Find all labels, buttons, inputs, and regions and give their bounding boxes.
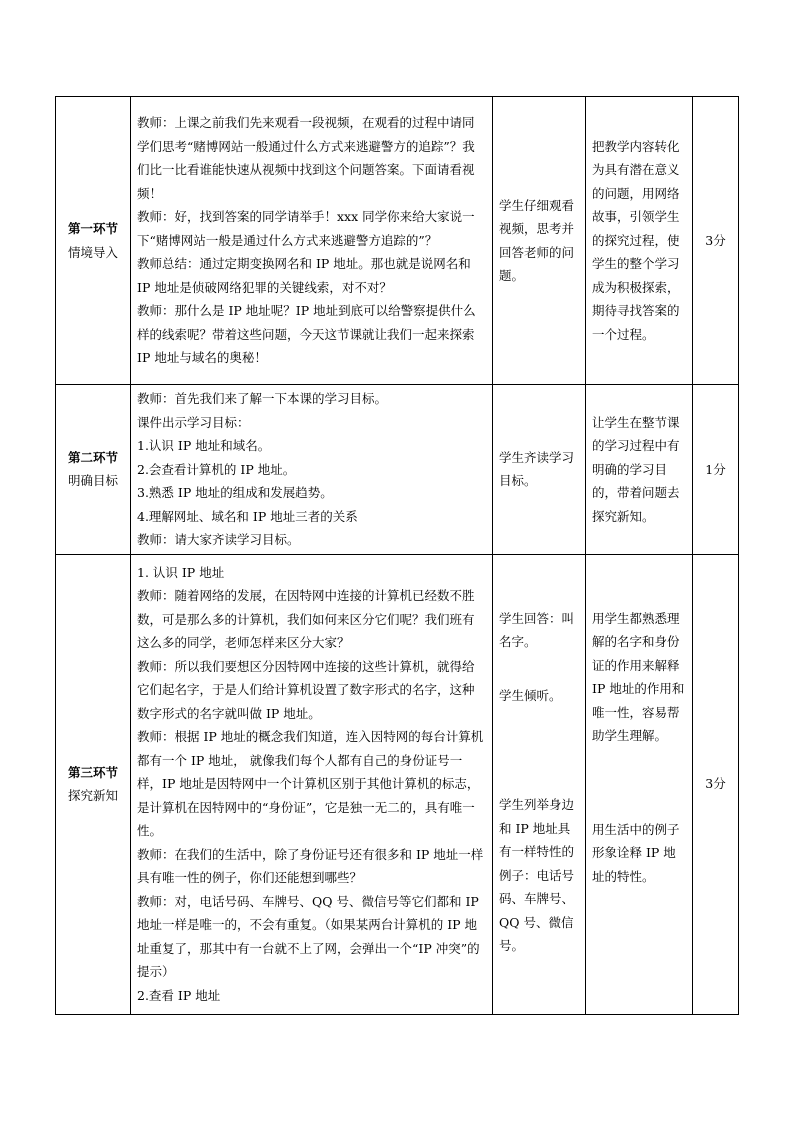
- content-paragraph: 教师总结：通过定期变换网名和 IP 地址。那也就是说网名和 IP 地址是侦破网络犯罪的关键线索，对不对？: [137, 256, 471, 295]
- content-paragraph: 2.查看 IP 地址: [137, 987, 221, 1003]
- table-row: [56, 554, 739, 1014]
- stage-title: 第一环节: [67, 221, 118, 236]
- content-paragraph: 课件出示学习目标：: [137, 414, 250, 430]
- stage-subtitle: 探究新知: [67, 788, 118, 803]
- student-part: 学生倾听。: [499, 687, 562, 703]
- stage-title: 第三环节: [67, 764, 118, 780]
- content-paragraph: 教师：请大家齐读学习目标。: [137, 532, 300, 547]
- teacher-content-cell: [131, 385, 493, 555]
- content-paragraph: 教师：首先我们来了解一下本课的学习目标。: [137, 391, 388, 406]
- student-activity-cell: [493, 554, 586, 1014]
- content-paragraph: 1. 认识 IP 地址: [137, 564, 225, 580]
- content-paragraph: 2.会查看计算机的 IP 地址。: [137, 461, 296, 477]
- content-paragraph: 教师：对，电话号码、车牌号、QQ 号、微信号等它们都和 IP 地址一样是唯一的，不会有重复。（如果某两台计算机的 IP 地址重复了，那其中有一台就不上了网，会弹出一个“IP 冲突”的提示）: [137, 893, 480, 980]
- design-intent-cell: 把教学内容转化为具有潜在意义的问题，用网络故事，引领学生的探究过程，使学生的整个学习成为积极探索，期待寻找答案的一个过程。: [586, 97, 693, 385]
- intent-part: 用学生都熟悉理解的名字和身份证的作用来解释 IP 地址的作用和唯一性，容易帮助学生理解。: [592, 610, 685, 743]
- stage-subtitle: 明确目标: [67, 473, 118, 489]
- design-intent-cell: 让学生在整节课的学习过程中有明确的学习目的，带着问题去探究新知。: [586, 385, 693, 555]
- content-paragraph: 4.理解网址、域名和 IP 地址三者的关系: [137, 508, 358, 524]
- time-cell: 3分: [693, 554, 739, 1014]
- content-paragraph: 教师：好，找到答案的同学请举手！xxx 同学你来给大家说一下“赌博网站一般是通过什么方式来逃避警方追踪的”？: [137, 209, 475, 248]
- table-row: [56, 385, 739, 555]
- content-paragraph: 教师：上课之前我们先来观看一段视频，在观看的过程中请同学们思考“赌博网站一般通过什么方式来逃避警方的追踪”？我们比一比看谁能快速从视频中找到这个问题答案。下面请看视频！: [137, 115, 475, 201]
- student-part: 学生回答：叫名字。: [499, 610, 575, 649]
- content-paragraph: 教师：在我们的生活中，除了身份证号还有很多和 IP 地址一样具有唯一性的例子，你们还能想到哪些？: [137, 846, 484, 886]
- content-paragraph: 教师：所以我们要想区分因特网中连接的这些计算机，就得给它们起名字，于是人们给计算机设置了数字形式的名字，这种数字形式的名字就叫做 IP 地址。: [137, 658, 475, 721]
- teacher-content-cell: [131, 97, 493, 385]
- stage-cell: [56, 554, 131, 1014]
- content-paragraph: 3.熟悉 IP 地址的组成和发展趋势。: [137, 485, 333, 500]
- time-cell: 3分: [693, 97, 739, 385]
- teacher-content-cell: [131, 554, 493, 1014]
- stage-title: 第二环节: [67, 449, 118, 465]
- lesson-plan-table: [55, 96, 739, 1015]
- content-paragraph: 教师：根据 IP 地址的概念我们知道，连入因特网的每台计算机都有一个 IP 地址， 就像我们每个人都有自己的身份证号一样，IP 地址是因特网中一个计算机区别于其他计算机的标志，是计算机在因特网中的“身份证”，它是独一无二的，具有唯一性。: [137, 729, 484, 839]
- student-part: 学生列举身边和 IP 地址具有一样特性的例子：电话号码、车牌号、QQ 号、微信号。: [499, 797, 575, 953]
- time-cell: 1分: [693, 385, 739, 555]
- student-activity-cell: 学生齐读学习目标。: [493, 385, 586, 555]
- stage-subtitle: 情境导入: [67, 244, 118, 260]
- table-row: [56, 97, 739, 385]
- intent-part: 用生活中的例子形象诠释 IP 地址的特性。: [592, 821, 680, 884]
- design-intent-cell: [586, 554, 693, 1014]
- content-paragraph: 1.认识 IP 地址和域名。: [137, 438, 271, 453]
- stage-cell: [56, 97, 131, 385]
- content-paragraph: 教师：那什么是 IP 地址呢？IP 地址到底可以给警察提供什么样的线索呢？带着这些问题，今天这节课就让我们一起来探索 IP 地址与域名的奥秘！: [137, 303, 476, 366]
- stage-cell: [56, 385, 131, 555]
- student-activity-cell: 学生仔细观看视频，思考并回答老师的问题。: [493, 97, 586, 385]
- content-paragraph: 教师：随着网络的发展，在因特网中连接的计算机已经数不胜数，可是那么多的计算机，我们如何来区分它们呢？我们班有这么多的同学，老师怎样来区分大家？: [137, 588, 475, 651]
